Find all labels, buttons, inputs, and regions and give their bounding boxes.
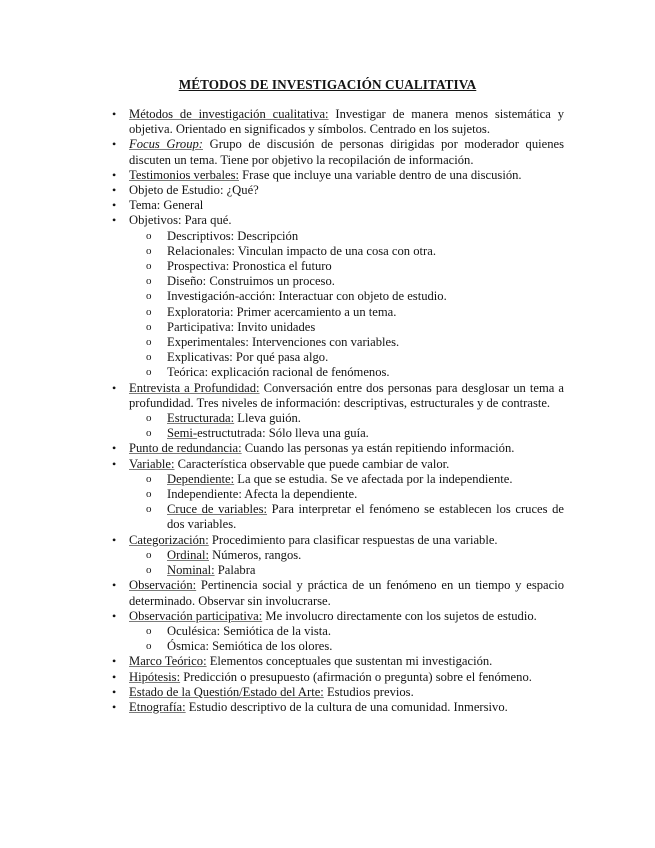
sub-list: [167, 624, 564, 654]
sub-list: [167, 548, 564, 578]
term: Ordinal:: [167, 547, 209, 562]
sub-list-item: [167, 305, 564, 320]
term: Semi-: [167, 426, 198, 441]
definition: Para interpretar el fenómeno se establecen los cruces de dos variables.: [167, 502, 564, 532]
list-item: [129, 381, 564, 442]
term: Cruce de variables:: [167, 502, 268, 517]
definition: Investigar de manera menos sistemática y objetiva. Orientado en significados y símbolos. Centrado en los sujetos.: [129, 107, 564, 137]
sub-list: [167, 229, 564, 381]
definition: Característica observable que puede cambiar de valor.: [174, 456, 450, 471]
definition: Explicativas: Por qué pasa algo.: [167, 350, 329, 365]
sub-list-item: [167, 259, 564, 274]
sub-list-item: [167, 365, 564, 380]
definition: Experimentales: Intervenciones con variables.: [167, 335, 400, 350]
sub-list-item: [167, 274, 564, 289]
document-title: MÉTODOS DE INVESTIGACIÓN CUALITATIVA: [178, 77, 477, 92]
sub-list-item: [167, 320, 564, 335]
list-item: [129, 213, 564, 380]
term: Observación participativa:: [129, 608, 263, 623]
term: Estructurada:: [167, 411, 235, 426]
definition: Teórica: explicación racional de fenómenos.: [167, 365, 390, 380]
term: Categorización:: [129, 532, 209, 547]
term: Estado de la Questión/Estado del Arte:: [129, 684, 324, 699]
sub-list-item: [167, 289, 564, 304]
definition: Relacionales: Vinculan impacto de una cosa con otra.: [167, 243, 436, 258]
term: Etnografía:: [129, 699, 186, 714]
list-item: [129, 533, 564, 579]
sub-list-item: [167, 472, 564, 487]
definition: Exploratoria: Primer acercamiento a un tema.: [167, 304, 397, 319]
definition: Pertinencia social y práctica de un fenómeno en un tiempo y espacio determinado. Observar sin involucrarse.: [129, 578, 564, 608]
definition: Objetivos: Para qué.: [129, 213, 232, 228]
definition: Descriptivos: Descripción: [167, 228, 299, 243]
definition: Me involucro directamente con los sujetos de estudio.: [262, 608, 537, 623]
term: Testimonios verbales:: [129, 167, 239, 182]
definition: Tema: General: [129, 198, 204, 213]
sub-list-item: [167, 624, 564, 639]
list-item: [129, 198, 564, 213]
term: Variable:: [129, 456, 175, 471]
definition: Objeto de Estudio: ¿Qué?: [129, 183, 259, 198]
list-item: [129, 183, 564, 198]
notes-list: [129, 107, 564, 715]
list-item: [129, 168, 564, 183]
definition: Palabra: [214, 563, 256, 578]
term: Marco Teórico:: [129, 654, 207, 669]
sub-list-item: [167, 244, 564, 259]
definition: Oculésica: Semiótica de la vista.: [167, 623, 332, 638]
definition: Estudios previos.: [323, 684, 414, 699]
definition: Frase que incluye una variable dentro de una discusión.: [239, 167, 522, 182]
sub-list-item: [167, 487, 564, 502]
list-item: [129, 578, 564, 608]
definition: estructutrada: Sólo lleva una guía.: [197, 426, 369, 441]
list-item: [129, 654, 564, 669]
term: Observación:: [129, 578, 197, 593]
definition: La que se estudia. Se ve afectada por la independiente.: [234, 471, 513, 486]
definition: Lleva guión.: [234, 411, 301, 426]
definition: Grupo de discusión de personas dirigidas por moderador quienes discuten un tema. Tiene por objetivo la recopilación de información.: [129, 137, 565, 167]
term: Focus Group:: [129, 137, 204, 152]
sub-list-item: [167, 229, 564, 244]
definition: Predicción o presupuesto (afirmación o pregunta) sobre el fenómeno.: [180, 669, 532, 684]
sub-list-item: [167, 426, 564, 441]
sub-list-item: [167, 335, 564, 350]
definition: Cuando las personas ya están repitiendo información.: [241, 441, 515, 456]
sub-list-item: [167, 350, 564, 365]
definition: Independiente: Afecta la dependiente.: [167, 487, 358, 502]
term: Métodos de investigación cualitativa:: [129, 107, 329, 121]
term: Nominal:: [167, 563, 215, 578]
definition: Prospectiva: Pronostica el futuro: [167, 259, 332, 274]
list-item: [129, 137, 564, 167]
sub-list-item: [167, 639, 564, 654]
sub-list-item: [167, 502, 564, 532]
sub-list-item: [167, 411, 564, 426]
definition: Elementos conceptuales que sustentan mi investigación.: [206, 654, 493, 669]
list-item: [129, 457, 564, 533]
list-item: [129, 107, 564, 137]
term: Hipótesis:: [129, 669, 181, 684]
definition: Ósmica: Semiótica de los olores.: [167, 639, 333, 654]
term: Dependiente:: [167, 471, 235, 486]
sub-list-item: [167, 563, 564, 578]
definition: Investigación-acción: Interactuar con objeto de estudio.: [167, 289, 447, 304]
term: Punto de redundancia:: [129, 441, 242, 456]
sub-list: [167, 411, 564, 441]
list-item: [129, 670, 564, 685]
list-item: [129, 441, 564, 456]
definition: Conversación entre dos personas para desglosar un tema a profundidad. Tres niveles de información: descriptivas, estructurales y de contraste.: [129, 380, 564, 410]
definition: Diseño: Construimos un proceso.: [167, 274, 335, 289]
definition: Estudio descriptivo de la cultura de una comunidad. Inmersivo.: [185, 699, 508, 714]
list-item: [129, 609, 564, 655]
sub-list: [167, 472, 564, 533]
definition: Números, rangos.: [208, 547, 302, 562]
sub-list-item: [167, 548, 564, 563]
list-item: [129, 685, 564, 700]
list-item: [129, 700, 564, 715]
definition: Procedimiento para clasificar respuestas de una variable.: [208, 532, 498, 547]
term: Entrevista a Profundidad:: [129, 380, 260, 395]
definition: Participativa: Invito unidades: [167, 319, 316, 334]
